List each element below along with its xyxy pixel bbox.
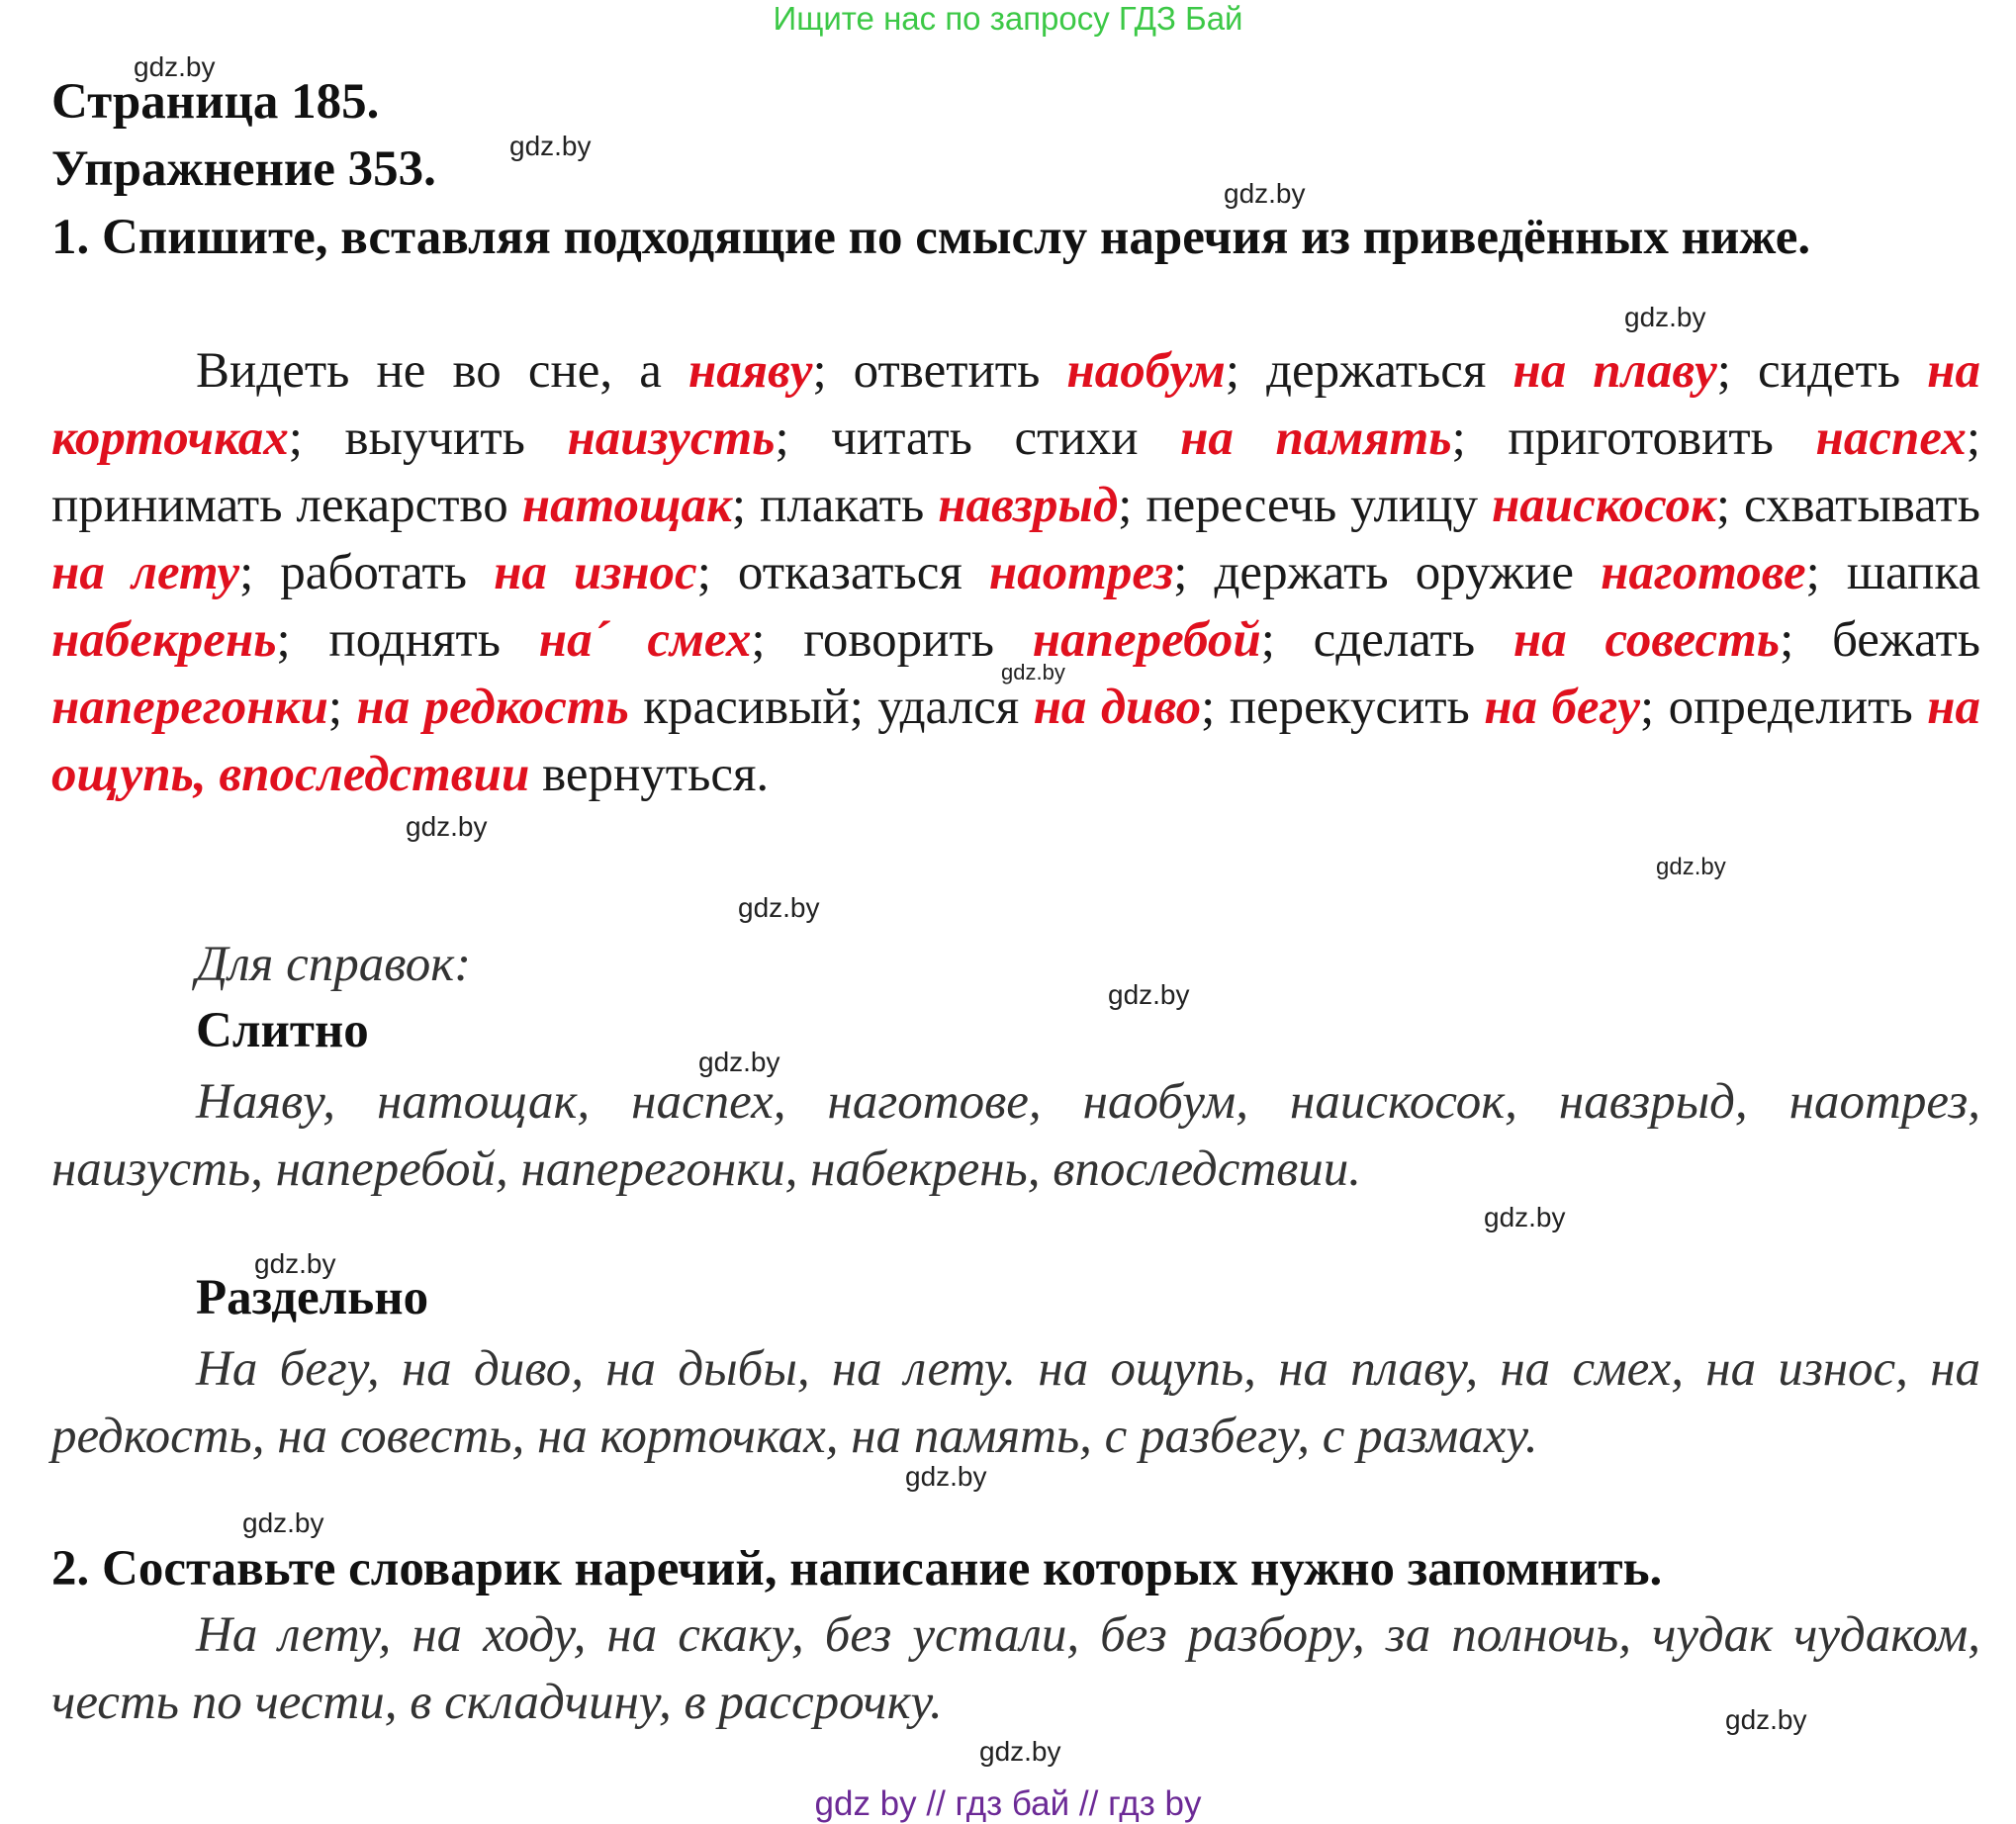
inserted-adverb: наяву [687,343,813,399]
text-fragment: ; плакать [731,478,939,533]
inserted-adverb: на´ смех [538,612,752,668]
inserted-adverb: на бегу [1484,680,1640,735]
text-fragment: ; работать [239,545,495,600]
inserted-adverb: наизусть [567,410,776,466]
watermark: gdz.by [1656,854,1726,880]
inserted-adverb: наискосок [1491,478,1716,533]
watermark: gdz.by [1624,302,1706,332]
text-fragment: ; бежать [1780,612,1981,668]
text-fragment [207,747,220,802]
inserted-adverb: впоследствии [219,747,530,802]
watermark: gdz.by [242,1507,324,1538]
together-list: Наяву, натощак, наспех, наготове, наобум, наискосок, навзрыд, наотрез, наизусть, наперебой, наперегонки, набекрень, впоследствии. [51,1074,1980,1197]
text-fragment: вернуться. [529,747,770,802]
inserted-adverb: наперегонки [51,680,328,735]
separate-list: На бегу, на диво, на дыбы, на лету. на ощупь, на плаву, на смех, на износ, на редкость, на совесть, на корточках, на память, с разбегу, с размаху. [51,1341,1980,1464]
separate-heading: Раздельно [196,1270,429,1325]
footer-links[interactable]: gdz by // гдз бай // гдз by [814,1784,1202,1823]
inserted-adverb: набекрень [51,612,277,668]
text-fragment: ; читать стихи [775,410,1181,466]
text-fragment: ; [327,680,357,735]
together-heading: Слитно [196,1003,369,1058]
text-fragment: Видеть не во сне, а [196,343,688,399]
watermark: gdz.by [134,51,216,82]
exercise-title: Упражнение 353. [51,141,436,197]
inserted-adverb: натощак [521,478,732,533]
watermark: gdz.by [738,892,820,923]
reference-label: Для справок: [196,937,472,992]
text-fragment: ; выучить [288,410,568,466]
watermark: gdz.by [1484,1202,1566,1232]
watermark: gdz.by [254,1248,336,1279]
inserted-adverb: на ощупь, [51,680,1980,802]
watermark: gdz.by [698,1047,780,1077]
task-2-instruction: 2. Составьте словарик наречий, написание которых нужно запомнить. [51,1541,1663,1596]
task-1-instruction: 1. Спишите, вставляя подходящие по смыслу наречия из приведённых ниже. [51,210,1811,265]
text-fragment: ; сделать [1260,612,1513,668]
text-fragment: ; принимать лекарство [51,410,1980,533]
watermark: gdz.by [905,1461,987,1492]
inserted-adverb: наобум [1066,343,1226,399]
text-fragment: ; пересечь улицу [1118,478,1492,533]
watermark: gdz.by [979,1736,1061,1767]
text-fragment: ; держать оружие [1173,545,1602,600]
text-fragment: ; ответить [812,343,1067,399]
watermark: gdz.by [406,811,488,842]
text-fragment: ; сидеть [1716,343,1928,399]
inserted-adverb: на редкость [356,680,629,735]
page-title: Страница 185. [51,74,380,130]
inserted-adverb: наспех [1815,410,1967,466]
inserted-adverb: на совесть [1512,612,1781,668]
inserted-adverb: на лету [51,545,240,600]
search-banner[interactable]: Ищите нас по запросу ГДЗ Бай [773,0,1243,37]
watermark: gdz.by [1725,1704,1807,1735]
text-fragment: красивый; удался [628,680,1034,735]
text-fragment: ; отказаться [696,545,989,600]
inserted-adverb: наготове [1601,545,1806,600]
inserted-adverb: на износ [494,545,697,600]
text-fragment: ; определить [1640,680,1928,735]
text-fragment: ; схватывать [1715,478,1981,533]
inserted-adverb: на плаву [1512,343,1717,399]
watermark: gdz.by [509,131,592,161]
watermark: gdz.by [1108,979,1190,1010]
task-2-answer: На лету, на ходу, на скаку, без устали, без разбору, за полночь, чудак чудаком, честь по чести, в складчину, в рассрочку. [51,1607,1980,1730]
exercise-text [51,337,1980,808]
inserted-adverb: наотрез [988,545,1174,600]
inserted-adverb: навзрыд [938,478,1119,533]
watermark: gdz.by [1001,660,1065,684]
inserted-adverb: на корточках [51,343,1980,466]
watermark: gdz.by [1224,178,1306,209]
inserted-adverb: наперебой [1032,612,1261,668]
text-fragment: ; держаться [1225,343,1513,399]
inserted-adverb: на диво [1033,680,1202,735]
inserted-adverb: на память [1180,410,1452,466]
text-fragment: ; поднять [276,612,539,668]
text-fragment: ; приготовить [1451,410,1816,466]
text-fragment: ; говорить [751,612,1033,668]
text-fragment: ; шапка [1805,545,1980,600]
text-fragment: ; перекусить [1201,680,1485,735]
